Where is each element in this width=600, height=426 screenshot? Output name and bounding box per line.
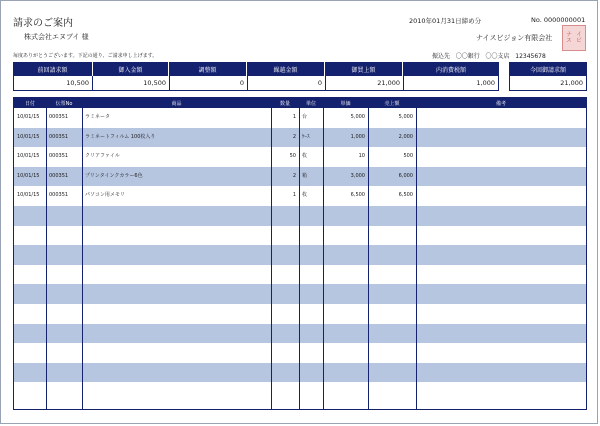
cell-date: 10/01/15 <box>17 153 40 160</box>
summary-header: 調整額 <box>169 62 247 76</box>
table-row <box>14 324 586 344</box>
total-header: 今回御請求額 <box>509 62 587 76</box>
cell-price: 5,000 <box>350 114 365 120</box>
page-title: 請求のご案内 <box>13 18 73 29</box>
cell-date: 10/01/15 <box>17 172 40 179</box>
summary-value: 0 <box>247 76 326 91</box>
total-value: 21,000 <box>509 76 587 91</box>
cell-qty: 1 <box>292 114 296 120</box>
cell-price: 3,000 <box>350 172 365 179</box>
table-row <box>14 382 586 402</box>
cell-item: ラミネータ <box>85 114 111 120</box>
table-row <box>14 108 586 128</box>
summary-header: 御入金額 <box>93 62 169 76</box>
column-header: 単価 <box>340 100 351 107</box>
cell-unit: 枚 <box>302 153 308 160</box>
summary-value: 10,500 <box>92 76 170 91</box>
summary-value: 0 <box>169 76 248 91</box>
branch-name: 〇〇支店 <box>485 53 510 60</box>
greeting-text: 毎度ありがとうございます。下記の通り、ご請求申し上げます。 <box>13 53 158 59</box>
cell-item: パソコン用メモリ <box>85 192 125 199</box>
column-divider <box>299 98 300 409</box>
cell-unit: 台 <box>302 114 308 120</box>
summary-header: 御買上額 <box>325 62 403 76</box>
cell-slip: 000351 <box>49 133 69 140</box>
column-header: 備考 <box>495 100 506 107</box>
cell-date: 10/01/15 <box>17 114 40 120</box>
table-row <box>14 343 586 363</box>
seal-char: ス <box>566 38 572 44</box>
cell-qty: 1 <box>292 192 296 199</box>
cell-item: クリアファイル <box>85 153 120 160</box>
cell-unit: ｹｰｽ <box>302 133 310 140</box>
column-header: 日付 <box>24 100 35 107</box>
column-header: 数量 <box>279 100 290 107</box>
account-number: 12345678 <box>515 53 546 60</box>
cell-price: 10 <box>358 153 365 160</box>
summary-header: 内消費税額 <box>403 62 499 76</box>
cell-item: プリンタインクカラー6色 <box>85 172 143 179</box>
cell-qty: 2 <box>292 133 296 140</box>
summary-header: 繰越金額 <box>247 62 325 76</box>
column-divider <box>416 98 417 409</box>
table-row <box>14 206 586 226</box>
issuer-company: ナイスビジョン有限会社 <box>476 34 553 42</box>
cell-amount: 6,500 <box>398 192 413 199</box>
cell-price: 1,000 <box>350 133 365 140</box>
cell-amount: 6,000 <box>398 172 413 179</box>
column-header: 商品 <box>171 100 182 107</box>
summary-value: 1,000 <box>403 76 499 91</box>
cell-date: 10/01/15 <box>17 133 40 140</box>
table-row <box>14 265 586 285</box>
cell-slip: 000351 <box>49 114 69 120</box>
document-number: No. 0000000001 <box>531 16 586 24</box>
cell-qty: 2 <box>292 172 296 179</box>
summary-header: 前回請求額 <box>13 62 93 76</box>
table-row <box>14 284 586 304</box>
table-header <box>14 98 586 108</box>
column-divider <box>82 98 83 409</box>
cell-price: 6,500 <box>350 192 365 199</box>
column-header: 売上額 <box>384 100 400 107</box>
cell-amount: 500 <box>403 153 413 160</box>
bank-info <box>432 51 546 60</box>
cell-item: ラミネートフィルム 100枚入り <box>85 133 156 140</box>
table-row <box>14 304 586 324</box>
table-row <box>14 245 586 265</box>
cell-amount: 2,000 <box>398 133 413 140</box>
cell-date: 10/01/15 <box>17 192 40 199</box>
detail-table <box>13 97 587 410</box>
table-row <box>14 186 586 206</box>
bank-label: 振込先 <box>432 53 451 60</box>
column-divider <box>271 98 272 409</box>
company-seal <box>562 25 586 51</box>
table-row <box>14 128 586 148</box>
cell-slip: 000351 <box>49 153 69 160</box>
customer-name: 株式会社エヌブイ 様 <box>24 33 89 41</box>
cell-unit: 枚 <box>302 192 308 199</box>
seal-char: ビ <box>576 38 582 44</box>
cell-slip: 000351 <box>49 192 69 199</box>
seal-char: ナ <box>566 32 572 38</box>
column-divider <box>323 98 324 409</box>
summary-value: 21,000 <box>325 76 404 91</box>
column-header: 伝票No <box>55 100 73 107</box>
closing-period: 2010年01月31日締め分 <box>409 17 482 25</box>
table-row <box>14 226 586 246</box>
cell-amount: 5,000 <box>398 114 413 120</box>
cell-qty: 50 <box>289 153 296 160</box>
table-row <box>14 363 586 383</box>
column-header: 単位 <box>305 100 316 107</box>
seal-char: イ <box>576 32 582 38</box>
column-divider <box>368 98 369 409</box>
column-divider <box>46 98 47 409</box>
cell-unit: 箱 <box>302 172 308 179</box>
bank-name: 〇〇銀行 <box>455 53 480 60</box>
table-row <box>14 167 586 187</box>
cell-slip: 000351 <box>49 172 69 179</box>
table-row <box>14 147 586 167</box>
summary-value: 10,500 <box>13 76 93 91</box>
